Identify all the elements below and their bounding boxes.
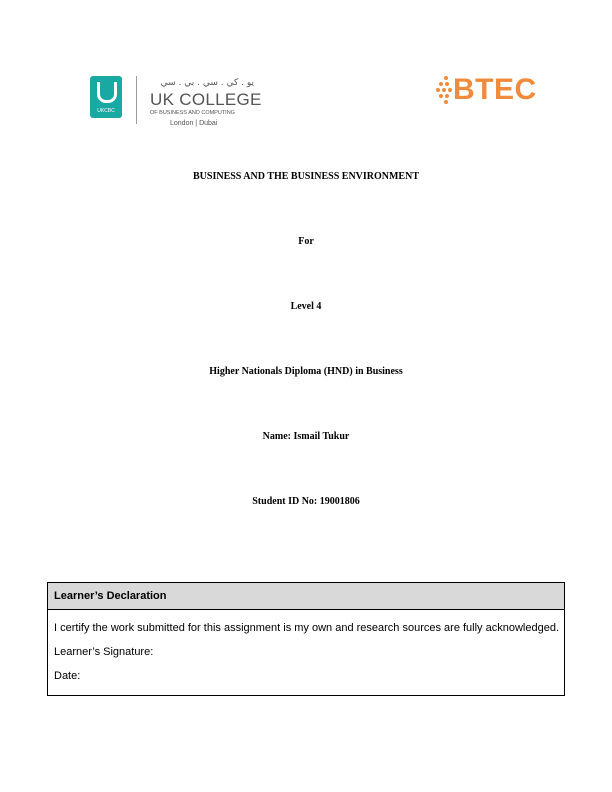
student-name: Name: Ismail Tukur xyxy=(262,431,350,442)
date-label: Date: xyxy=(54,670,81,682)
btec-dots-icon xyxy=(436,76,454,106)
declaration-body xyxy=(48,610,564,688)
declaration-heading: Learner’s Declaration xyxy=(48,583,564,610)
btec-logo xyxy=(436,72,546,112)
course-title: BUSINESS AND THE BUSINESS ENVIRONMENT xyxy=(193,171,419,182)
for-label: For xyxy=(298,236,314,247)
ukc-subtitle: OF BUSINESS AND COMPUTING xyxy=(150,110,235,116)
ukc-badge-text: UKCBC xyxy=(97,108,115,114)
signature-label: Learner’s Signature: xyxy=(54,646,154,658)
ukc-locations: London | Dubai xyxy=(170,120,218,127)
student-id: Student ID No: 19001806 xyxy=(252,496,360,507)
btec-text: BTEC xyxy=(453,73,537,106)
level-label: Level 4 xyxy=(290,301,322,312)
ukc-name: UK COLLEGE xyxy=(150,90,262,109)
logo-divider xyxy=(136,76,137,124)
declaration-statement: I certify the work submitted for this assignment is my own and research sources are fully acknowledged. xyxy=(54,622,560,634)
uk-college-logo xyxy=(80,70,270,134)
learner-declaration-box xyxy=(47,582,565,696)
ukc-arabic-text: يو . كي . سي . بي . سي xyxy=(160,78,254,88)
ukc-badge-icon xyxy=(90,76,122,118)
qualification-label: Higher Nationals Diploma (HND) in Business xyxy=(209,366,403,377)
